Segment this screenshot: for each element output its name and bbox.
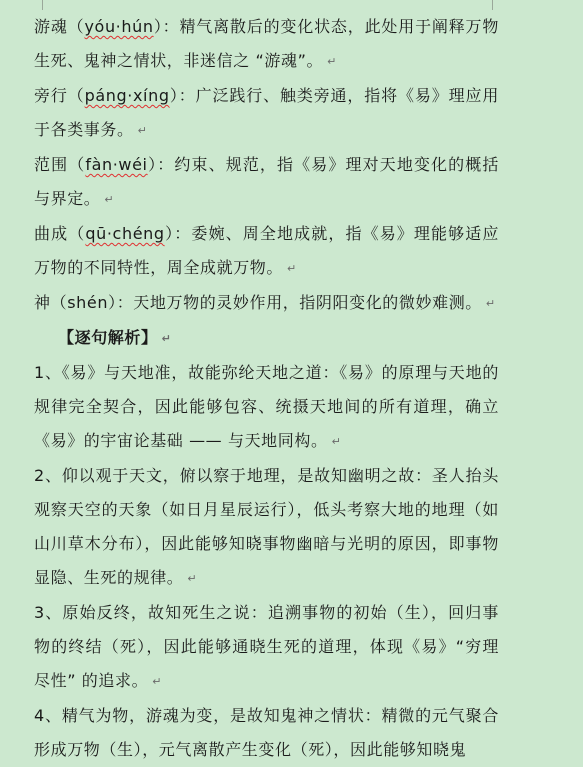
- glossary-term: 神: [34, 293, 51, 312]
- analysis-paragraph: [34, 356, 499, 459]
- paragraph-mark-icon: ↵: [331, 435, 342, 448]
- analysis-paragraph: [34, 596, 499, 699]
- section-heading: [34, 321, 499, 356]
- analysis-text: 3、原始反终，故知死生之说：追溯事物的初始（生），回归事物的终结（死），因此能够通晓生死的道理，体现《易》“穷理尽性” 的追求。: [34, 603, 499, 690]
- page-corner-mark-right: [492, 0, 493, 10]
- glossary-term: 范围: [34, 155, 69, 174]
- glossary-entry: 旁行（páng·xíng）：广泛践行、触类旁通，指将《易》理应用于各类事务。 ↵: [34, 86, 499, 139]
- paragraph-mark-icon: ↵: [137, 124, 148, 137]
- paragraph-mark-icon: ↵: [287, 262, 297, 275]
- paragraph-mark-icon: ↵: [327, 55, 337, 68]
- analysis-paragraph: [34, 459, 499, 596]
- glossary-entry: 曲成（qū·chéng）：委婉、周全地成就，指《易》理能够适应万物的不同特性，周全成就万物。 ↵: [34, 224, 499, 277]
- glossary-pinyin: fàn·wéi: [85, 155, 148, 174]
- paragraph-mark-icon: ↵: [161, 332, 172, 345]
- page-corner-mark-left: [42, 0, 43, 10]
- glossary-definition: ：精气离散后的变化状态，此处用于阐释万物生死、鬼神之情状，非迷信之 “游魂”。: [34, 17, 499, 70]
- section-heading-text: 【逐句解析】: [58, 328, 158, 347]
- paragraph-mark-icon: ↵: [485, 297, 496, 310]
- glossary-pinyin: yóu·hún: [84, 17, 154, 36]
- paragraph-mark-icon: ↵: [104, 193, 115, 206]
- glossary-pinyin: qū·chéng: [85, 224, 165, 243]
- glossary-definition: ：广泛践行、触类旁通，指将《易》理应用于各类事务。: [34, 86, 499, 139]
- analysis-text: 4、精气为物，游魂为变，是故知鬼神之情状：精微的元气聚合形成万物（生），元气离散产生变化（死），因此能够知晓鬼: [34, 706, 499, 759]
- glossary-definition: ：天地万物的灵妙作用，指阴阳变化的微妙难测。: [116, 293, 482, 312]
- glossary-pinyin: páng·xíng: [84, 86, 170, 105]
- glossary-term: 旁行: [34, 86, 68, 105]
- analysis-text: 1、《易》与天地准，故能弥纶天地之道：《易》的原理与天地的规律完全契合，因此能够包容、统摄天地间的所有道理，确立《易》的宇宙论基础 —— 与天地同构。: [34, 363, 499, 450]
- document-body[interactable]: [34, 10, 499, 767]
- paragraph-mark-icon: ↵: [152, 675, 163, 688]
- glossary-term: 曲成: [34, 224, 69, 243]
- glossary-definition: ：约束、规范，指《易》理对天地变化的概括与界定。: [34, 155, 499, 208]
- analysis-text: 2、仰以观于天文，俯以察于地理，是故知幽明之故：圣人抬头观察天空的天象（如日月星辰运行），低头考察大地的地理（如山川草木分布），因此能够知晓事物幽暗与光明的原因，即事物显隐、生死的规律。: [34, 466, 499, 587]
- glossary-term: 游魂: [34, 17, 68, 36]
- glossary-definition: ：委婉、周全地成就，指《易》理能够适应万物的不同特性，周全成就万物。: [34, 224, 499, 277]
- paragraph-mark-icon: ↵: [187, 572, 198, 585]
- glossary-pinyin: shén: [67, 293, 109, 312]
- glossary-entry: 神（shén）：天地万物的灵妙作用，指阴阳变化的微妙难测。 ↵: [34, 293, 496, 312]
- glossary-entry: 范围（fàn·wéi）：约束、规范，指《易》理对天地变化的概括与界定。 ↵: [34, 155, 499, 208]
- glossary-entry: 游魂（yóu·hún）：精气离散后的变化状态，此处用于阐释万物生死、鬼神之情状，非迷信之 “游魂”。 ↵: [34, 17, 499, 70]
